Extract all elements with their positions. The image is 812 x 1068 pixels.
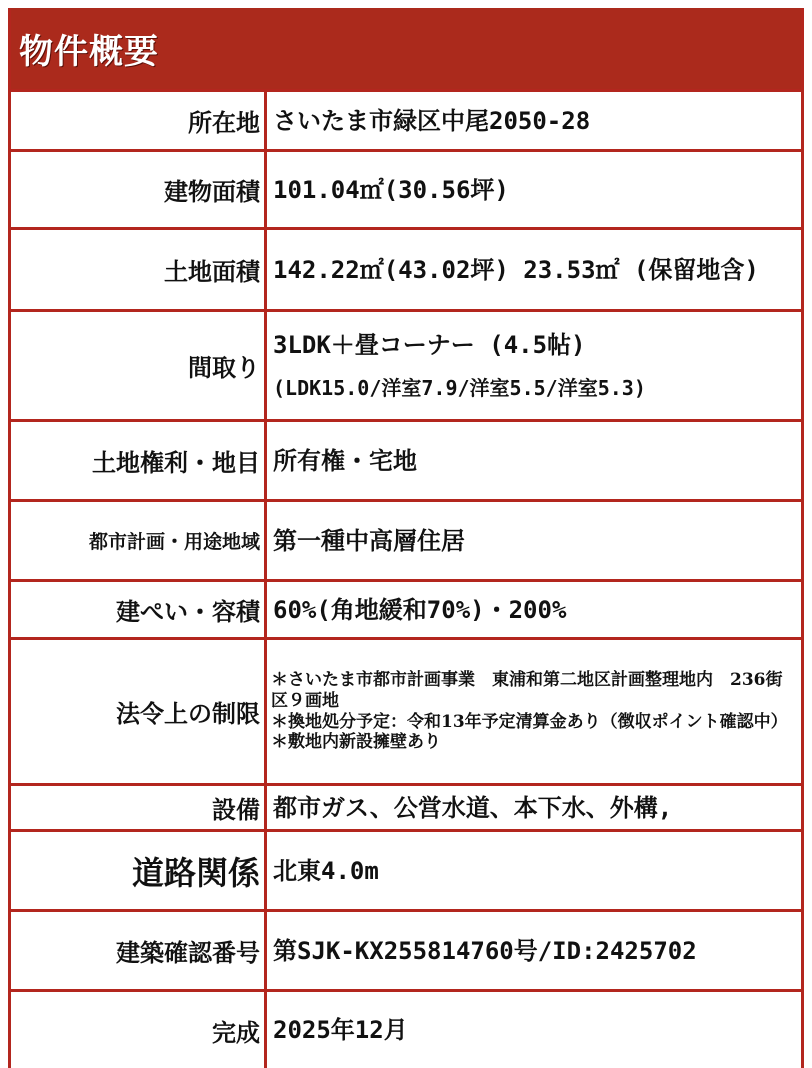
table-row-land-rights [11,422,801,502]
page-title: 物件概要 [19,32,159,72]
table-row-building-permit [11,912,801,992]
row-label: 道路関係 [11,832,267,909]
row-value: 142.22㎡(43.02坪) 23.53㎡ (保留地含) [273,255,759,284]
note-item: ＊換地処分予定：令和13年予定清算金あり（徴収ポイント確認中） [271,711,788,732]
table-row-address [11,92,801,152]
table-row-coverage-ratio [11,582,801,640]
row-label: 設備 [11,786,267,829]
row-value: さいたま市緑区中尾2050-28 [273,106,591,135]
restriction-notes [267,640,801,783]
table-row-layout [11,312,801,422]
layout-main: 3LDK＋畳コーナー (4.5帖) [273,331,586,359]
note-item: ＊さいたま市都市計画事業 東浦和第二地区計画整理地内 236街区９画地 [271,670,783,711]
row-label: 土地面積 [11,230,267,309]
table-row-building-area [11,152,801,230]
row-label: 建築確認番号 [11,912,267,989]
table-row-zoning [11,502,801,582]
table-header [11,8,801,92]
table-row-facilities [11,786,801,832]
row-value: 都市ガス、公営水道、本下水、外構, [273,793,673,822]
table-row-completion [11,992,801,1068]
table-row-road [11,832,801,912]
row-value: 101.04㎡(30.56坪) [273,175,509,204]
row-value: 60%(角地緩和70%)・200% [273,595,567,624]
row-label: 法令上の制限 [11,640,267,783]
row-value: 所有権・宅地 [273,446,417,475]
row-label: 完成 [11,992,267,1068]
row-label: 土地権利・地目 [11,422,267,499]
row-value: 北東4.0m [273,856,379,885]
row-value: 第一種中高層住居 [273,526,465,555]
row-value-group [267,312,801,419]
note-item: ＊敷地内新設擁壁あり [271,732,441,753]
row-value: 2025年12月 [273,1016,408,1044]
row-label: 建物面積 [11,152,267,227]
table-row-land-area [11,230,801,312]
row-label: 所在地 [11,92,267,149]
layout-rooms: (LDK15.0/洋室7.9/洋室5.5/洋室5.3) [273,376,646,400]
row-value: 第SJK-KX255814760号/ID:2425702 [273,936,697,965]
property-summary-table [8,8,804,1068]
row-label: 都市計画・用途地域 [11,502,267,579]
row-label: 間取り [11,312,267,419]
row-label: 建ぺい・容積 [11,582,267,637]
table-row-legal-restrictions [11,640,801,786]
